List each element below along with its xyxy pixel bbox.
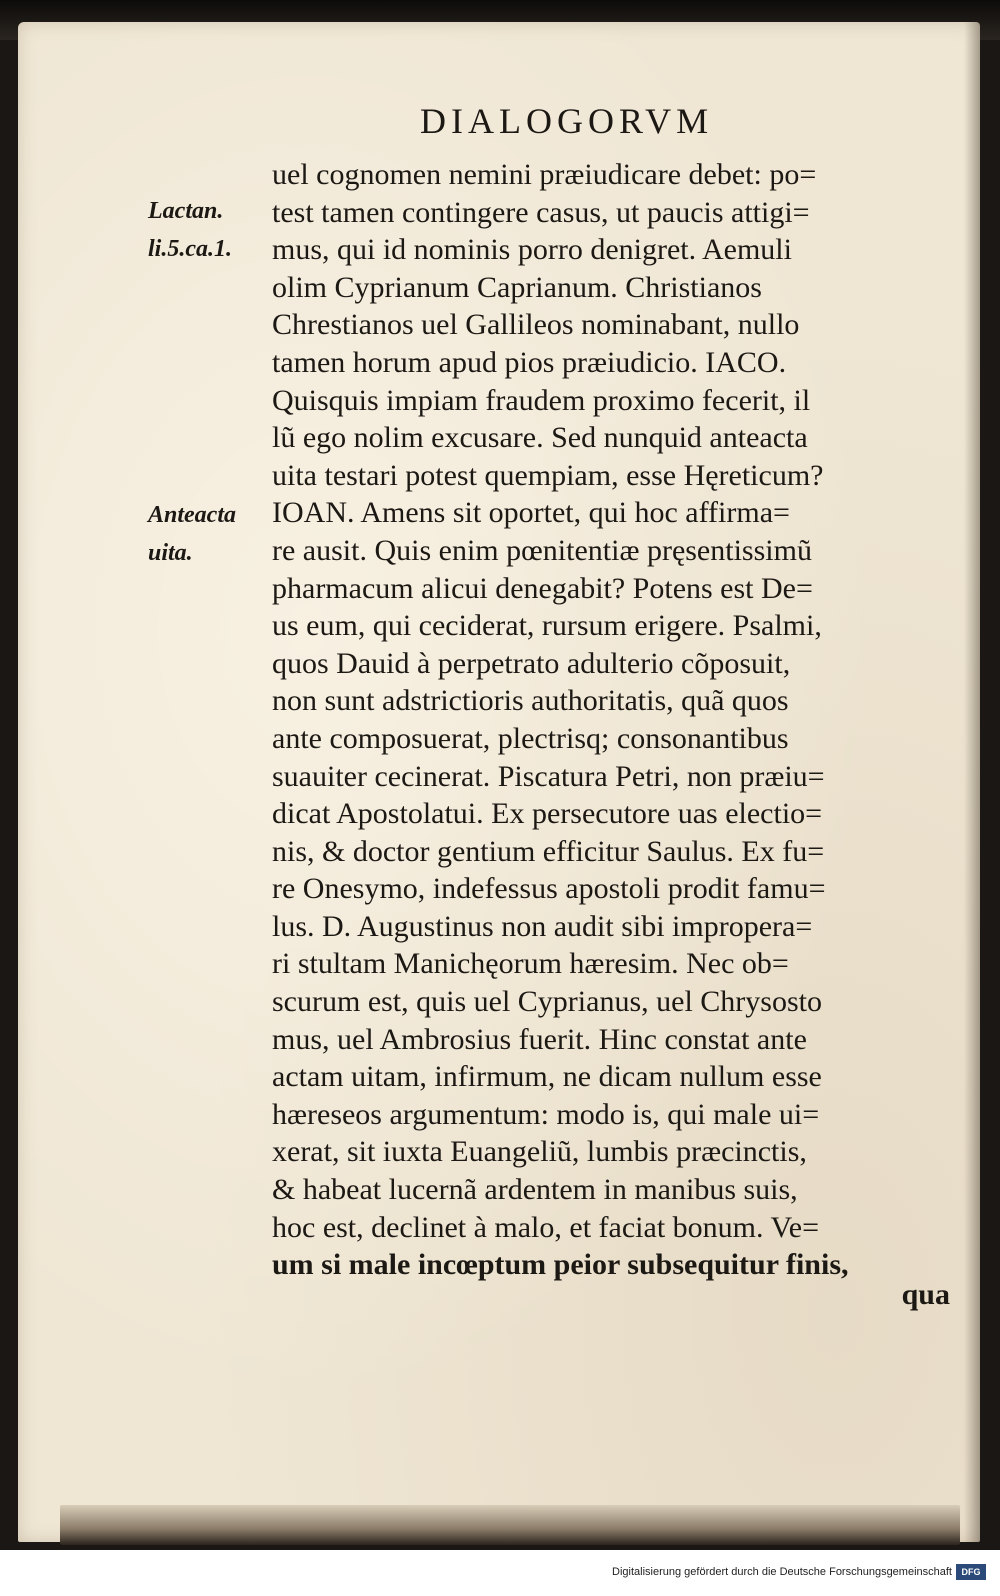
text-line: IOAN. Amens sit oportet, qui hoc affirma= <box>272 496 790 530</box>
funding-credit: Digitalisierung gefördert durch die Deutsche Forschungsgemeinschaft <box>612 1566 952 1578</box>
text-line: uita testari potest quempiam, esse Hęreticum? <box>272 458 824 492</box>
text-line: lũ ego nolim excusare. Sed nunquid anteacta <box>272 421 808 455</box>
text-line: re ausit. Quis enim pœnitentiæ pręsentissimũ <box>272 533 812 567</box>
marginal-note-line: li.5.ca.1. <box>148 236 232 262</box>
text-line: dicat Apostolatui. Ex persecutore uas electio= <box>272 797 823 831</box>
text-line: non sunt adstrictioris authoritatis, quã quos <box>272 684 789 718</box>
text-line: mus, uel Ambrosius fuerit. Hinc constat ante <box>272 1022 807 1056</box>
text-line: pharmacum alicui denegabit? Potens est De= <box>272 571 813 605</box>
text-line: ante composuerat, plectrisq; consonantibus <box>272 721 789 755</box>
text-line: quos Dauid à perpetrato adulterio cõposuit, <box>272 646 791 680</box>
text-line: suauiter cecinerat. Piscatura Petri, non præiu= <box>272 759 825 793</box>
body-text <box>272 156 944 1284</box>
text-line: Quisquis impiam fraudem proximo fecerit, il <box>272 383 811 417</box>
digitization-footer <box>0 1550 1000 1596</box>
text-line: hoc est, declinet à malo, et faciat bonum. Ve= <box>272 1210 820 1244</box>
page-bottom-edge <box>60 1505 960 1545</box>
text-line: xerat, sit iuxta Euangeliũ, lumbis præcinctis, <box>272 1135 807 1169</box>
marginal-note <box>148 192 272 268</box>
text-line: mus, qui id nominis porro denigret. Aemuli <box>272 233 792 267</box>
page-edge-shadow <box>964 22 980 1542</box>
text-line: lus. D. Augustinus non audit sibi impropera= <box>272 909 813 943</box>
text-line: nis, & doctor gentium efficitur Saulus. Ex fu= <box>272 834 825 868</box>
text-line: tamen horum apud pios præiudicio. IACO. <box>272 345 787 379</box>
text-line: ri stultam Manichęorum hæresim. Nec ob= <box>272 947 789 981</box>
marginal-note <box>148 496 272 572</box>
marginal-note-line: Anteacta <box>148 502 236 528</box>
text-line: um si male incœptum peior subsequitur finis, <box>272 1248 849 1282</box>
text-line: olim Cyprianum Caprianum. Christianos <box>272 270 762 304</box>
running-head: DIALOGORVM <box>420 101 714 141</box>
dfg-logo: DFG <box>956 1564 986 1580</box>
marginal-note-line: Lactan. <box>148 198 224 224</box>
text-line: actam uitam, infirmum, ne dicam nullum esse <box>272 1060 822 1094</box>
text-line: re Onesymo, indefessus apostoli prodit famu= <box>272 872 826 906</box>
text-line: hæreseos argumentum: modo is, qui male ui= <box>272 1097 820 1131</box>
text-line: uel cognomen nemini præiudicare debet: po= <box>272 158 817 191</box>
text-line: & habeat lucernã ardentem in manibus suis, <box>272 1173 798 1207</box>
text-line: us eum, qui ceciderat, rursum erigere. Psalmi, <box>272 609 822 643</box>
catchword: qua <box>901 1278 950 1311</box>
marginal-note-line: uita. <box>148 540 193 566</box>
text-line: scurum est, quis uel Cyprianus, uel Chrysosto <box>272 985 822 1019</box>
text-line: Chrestianos uel Gallileos nominabant, nullo <box>272 308 800 342</box>
text-line: test tamen contingere casus, ut paucis attigi= <box>272 195 810 229</box>
